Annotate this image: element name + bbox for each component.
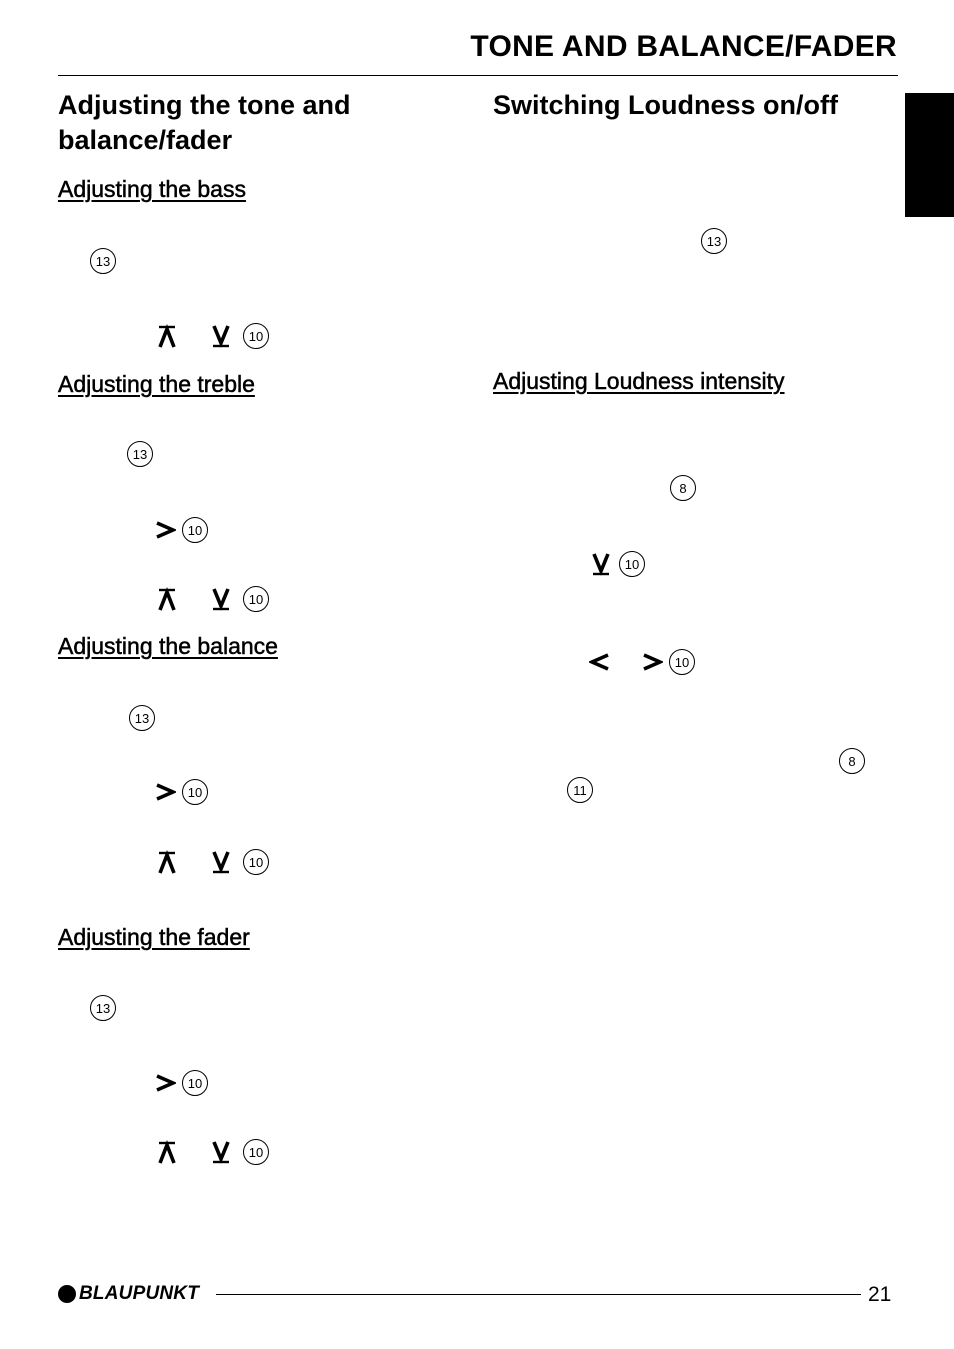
title-divider [58,75,898,76]
callout-8: 8 [670,475,696,501]
callout-10: 10 [243,1139,269,1165]
up-arrow-key-icon [156,1139,178,1165]
callout-13: 13 [129,705,155,731]
right-arrow-key-icon [641,649,663,675]
callout-10: 10 [243,586,269,612]
callout-10: 10 [619,551,645,577]
up-arrow-key-icon [156,323,178,349]
page-number: 21 [868,1283,892,1306]
language-tab-marker [905,93,954,217]
callout-13: 13 [127,441,153,467]
bass-heading: Adjusting the bass [58,176,246,202]
loudness-intensity-heading: Adjusting Loudness intensity [493,368,785,394]
callout-10: 10 [669,649,695,675]
callout-10: 10 [182,779,208,805]
callout-10: 10 [182,517,208,543]
loudness-heading: Switching Loudness on/off [493,90,838,120]
brand-logo [58,1283,199,1305]
right-arrow-key-icon [154,517,176,543]
balance-heading: Adjusting the balance [58,633,278,659]
callout-10: 10 [243,323,269,349]
footer-divider [216,1294,861,1295]
right-arrow-key-icon [154,779,176,805]
callout-8: 8 [839,748,865,774]
page-title: TONE AND BALANCE/FADER [470,30,897,63]
down-arrow-key-icon [210,1139,232,1165]
down-arrow-key-icon [210,849,232,875]
down-arrow-key-icon [210,586,232,612]
callout-13: 13 [90,248,116,274]
section-heading [58,88,350,158]
callout-11: 11 [567,777,593,803]
fader-heading: Adjusting the fader [58,924,250,950]
right-arrow-key-icon [154,1070,176,1096]
treble-heading: Adjusting the treble [58,371,255,397]
up-arrow-key-icon [156,586,178,612]
logo-dot-icon [58,1285,76,1303]
section-heading-line2: balance/fader [58,125,233,155]
callout-10: 10 [243,849,269,875]
down-arrow-key-icon [210,323,232,349]
up-arrow-key-icon [156,849,178,875]
callout-13: 13 [90,995,116,1021]
down-arrow-key-icon [590,551,612,577]
callout-10: 10 [182,1070,208,1096]
brand-name: BLAUPUNKT [79,1283,200,1304]
left-arrow-key-icon [589,649,611,675]
section-heading-line1: Adjusting the tone and [58,90,351,120]
callout-13: 13 [701,228,727,254]
